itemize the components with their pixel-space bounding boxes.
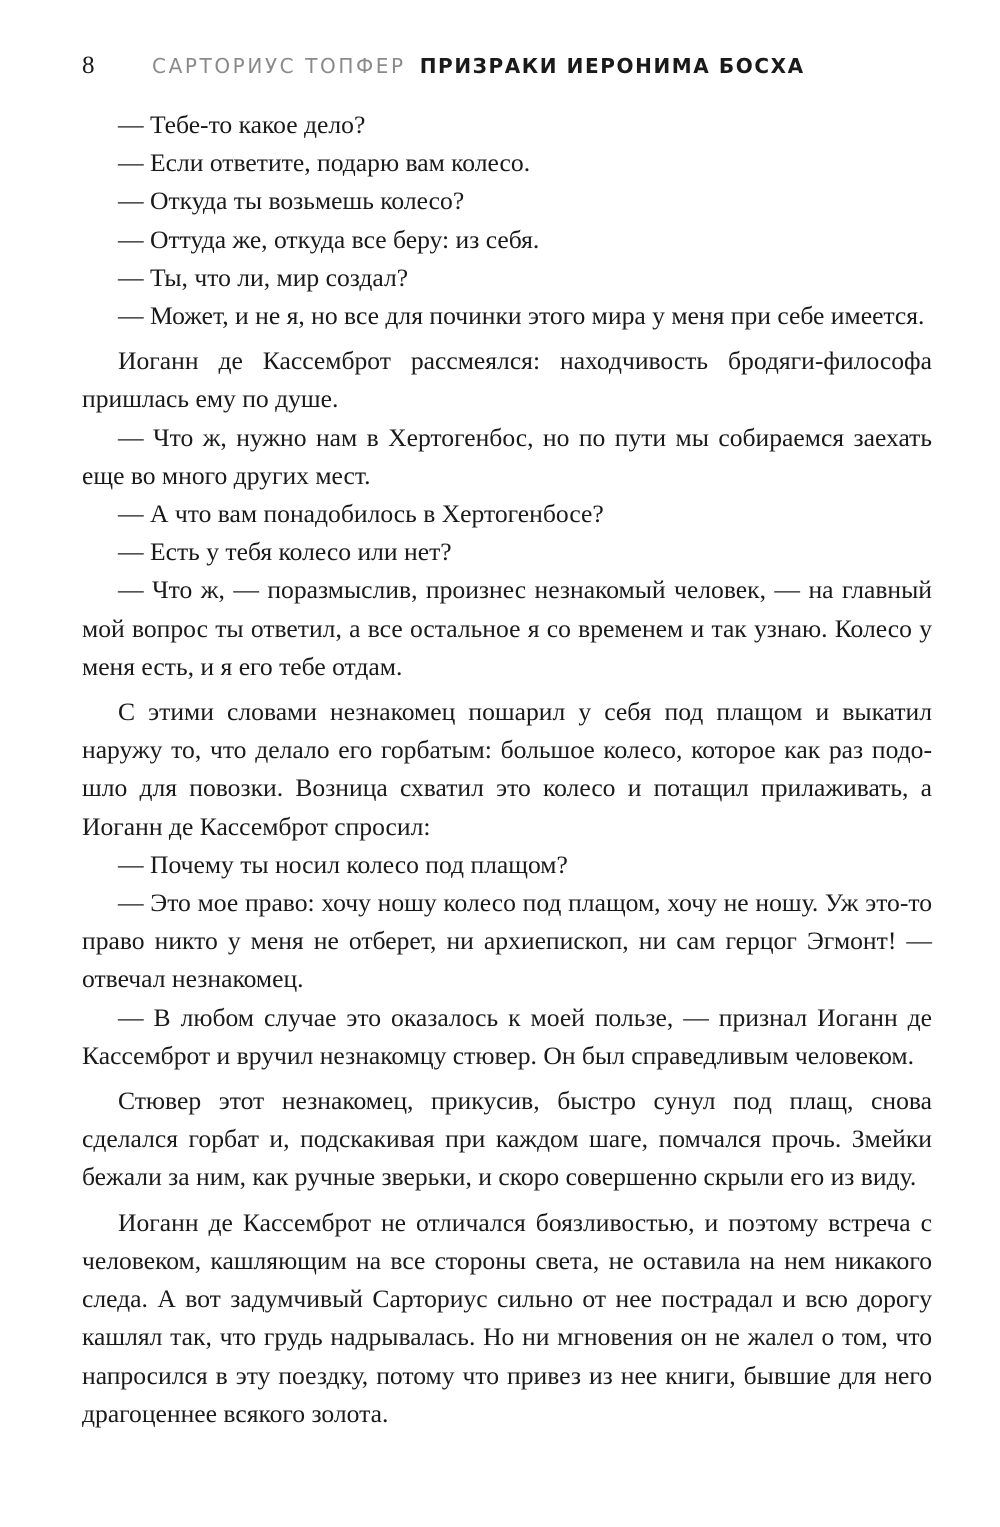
paragraph: — Что ж, нужно нам в Хертогенбос, но по пути мы собираемся заехать еще во много других мест.: [82, 422, 932, 490]
paragraph: — Ты, что ли, мир создал?: [118, 262, 409, 292]
running-head-author: САРТОРИУС ТОПФЕР: [152, 54, 406, 78]
paragraph: — Есть у тебя колесо или нет?: [118, 537, 452, 567]
page-number: 8: [82, 52, 95, 79]
paragraph: — Может, и не я, но все для починки этого мира у меня при себе имеется.: [118, 301, 925, 331]
running-head-title: ПРИЗРАКИ ИЕРОНИМА БОСХА: [419, 54, 805, 78]
paragraph: — Оттуда же, откуда все беру: из себя.: [118, 224, 540, 254]
paragraph: Иоганн де Кассемброт рассмеялся: находчивость бродяги-философа пришлась ему по душе.: [82, 346, 932, 414]
paragraph: — Что ж, — поразмыслив, произнес незнакомый человек, — на главный мой вопрос ты ответил, а все остальное я со временем и так узнаю. Колесо у меня есть, и я его тебе отдам.: [82, 575, 932, 681]
paragraph: — Откуда ты возьмешь колесо?: [118, 186, 465, 216]
paragraph: — Тебе-то какое дело?: [118, 110, 366, 139]
body-text: [82, 106, 932, 1433]
running-head: [82, 52, 805, 84]
paragraph: Иоганн де Кассемброт не отличался боязливостью, и поэтому встреча с человеком, кашляющим на все стороны света, не оставила на нем никакого следа. А вот задумчивый Сарториус сильно от нее пострадал и всю дорогу кашлял так, что грудь надрывалась. Но ни мгновения он не жалел о том, что напросился в эту поездку, потому что привез из нее книги, бывшие для него драгоценнее всякого золота.: [82, 1207, 932, 1428]
paragraph: Стювер этот незнакомец, прикусив, быстро сунул под плащ, снова сделался горбат и, подскакивая при каждом шаге, помчался прочь. Змейки бежали за ним, как ручные зверьки, и скоро совершенно скрыли его из виду.: [82, 1086, 932, 1192]
paragraph: — В любом случае это оказалось к моей пользе, — признал Иоганн де Кассемброт и вручил незнакомцу стювер. Он был справедливым человеком.: [82, 1002, 932, 1070]
paragraph: С этими словами незнакомец пошарил у себя под плащом и выкатил наружу то, что делало его горбатым: большое колесо, которое как раз подошло для повозки. Возница схватил это колесо и потащил прилаживать, а Иоганн де Кассемброт спросил:: [82, 697, 932, 841]
paragraph: — Почему ты носил колесо под плащом?: [118, 849, 568, 879]
paragraph: — Если ответите, подарю вам колесо.: [118, 148, 531, 178]
paragraph: — Это мое право: хочу ношу колесо под плащом, хочу не ношу. Уж это-то право никто у меня не отберет, ни архиепископ, ни сам герцог Эгмонт! — отвечал незнакомец.: [82, 888, 932, 994]
paragraph: — А что вам понадобилось в Хертогенбосе?: [118, 499, 604, 529]
